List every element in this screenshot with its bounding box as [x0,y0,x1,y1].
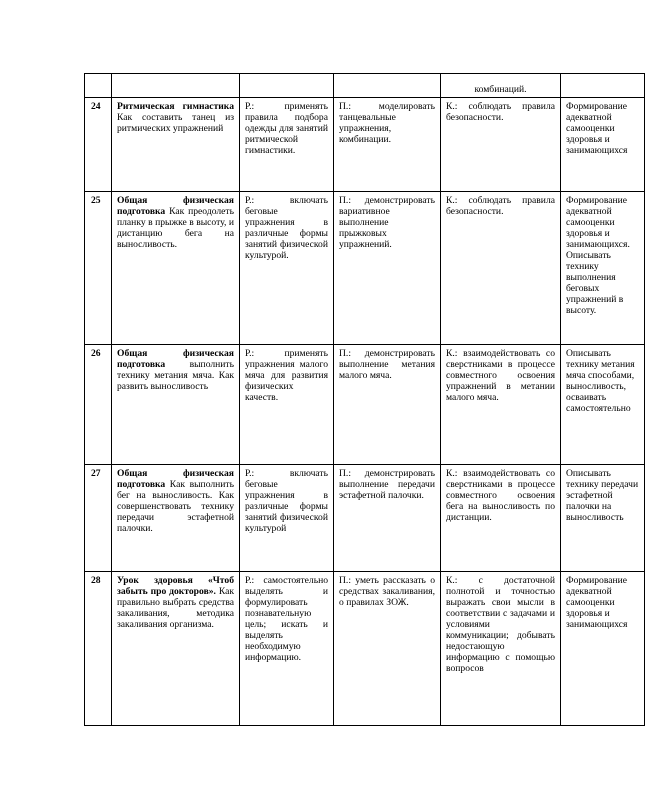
personal-cell: Формирование адекватной самооценки здоровья и занимающихся [561,98,645,192]
topic-text: Как правильно выбрать средства закаливания, методика закаливания организма. [117,586,235,630]
row-number: 27 [85,465,112,572]
communicative-cell: К.: взаимодействовать со сверстниками в процессе совместного освоения бега на выносливость по дистанции. [441,465,561,572]
cognitive-cell: П.: уметь рассказать о средствах закаливания, о правилах ЗОЖ. [334,572,441,726]
personal-cell: Формирование адекватной самооценки здоровья и занимающихся. Описывать технику выполнения беговых упражнений в высоту. [561,192,645,345]
cognitive-cell: П.: демонстрировать выполнение передачи эстафетной палочки. [334,465,441,572]
table-row [85,98,645,192]
row-number: 28 [85,572,112,726]
topic-text: Как преодолеть планку в прыжке в высоту, и дистанцию бега на выносливость. [117,206,234,250]
regulative-cell [240,74,334,98]
topic-title: Ритмическая гимнастика [117,101,234,112]
cognitive-cell: П.: моделировать танцевальные упражнения, комбинации. [334,98,441,192]
table-row [85,345,645,465]
communicative-cell: К.: соблюдать правила безопасности. [441,192,561,345]
num-cell [85,74,112,98]
row-number: 26 [85,345,112,465]
topic-cell [112,192,240,345]
personal-cell [561,74,645,98]
cognitive-cell [334,74,441,98]
topic-title: Общая физическая подготовка [117,348,234,370]
regulative-cell: Р.: самостоятельно выделять и формулировать познавательную цель; искать и выделять необходимую информацию. [240,572,334,726]
table-row [85,192,645,345]
topic-title: Урок здоровья «Чтоб забыть про докторов». [117,575,234,597]
regulative-cell: Р.: включать беговые упражнения в различные формы занятий физической культурой. [240,192,334,345]
row-number: 25 [85,192,112,345]
topic-title: Общая физическая подготовка [117,468,234,490]
regulative-cell: Р.: включать беговые упражнения в различные формы занятий физической культурой [240,465,334,572]
cognitive-cell: П.: демонстрировать вариативное выполнение прыжковых упражнений. [334,192,441,345]
communicative-cell: комбинаций. [441,74,561,98]
topic-cell [112,465,240,572]
topic-text: Как составить танец из ритмических упражнений [117,112,234,134]
topic-cell [112,74,240,98]
topic-title: Общая физическая подготовка [117,195,234,217]
personal-cell: Описывать технику метания мяча способами, выносливость, осваивать самостоятельно [561,345,645,465]
table-row-continuation [85,74,645,98]
regulative-cell: Р.: применять упражнения малого мяча для развития физических качеств. [240,345,334,465]
regulative-cell: Р.: применять правила подбора одежды для занятий ритмической гимнастики. [240,98,334,192]
topic-cell [112,98,240,192]
personal-cell: Формирование адекватной самооценки здоровья и занимающихся [561,572,645,726]
topic-cell [112,345,240,465]
row-number: 24 [85,98,112,192]
communicative-cell: К.: соблюдать правила безопасности. [441,98,561,192]
topic-cell [112,572,240,726]
communicative-cell: К.: взаимодействовать со сверстниками в процессе совместного освоения упражнений в метании малого мяча. [441,345,561,465]
cognitive-cell: П.: демонстрировать выполнение метания малого мяча. [334,345,441,465]
lesson-plan-table [84,73,645,726]
personal-cell: Описывать технику передачи эстафетной палочки на выносливость [561,465,645,572]
topic-text: выполнить технику метания мяча. Как развить выносливость [117,359,234,392]
topic-text: Как выполнить бег на выносливость. Как совершенствовать технику передачи эстафетной палочки. [117,479,234,534]
communicative-cell: К.: с достаточной полнотой и точностью выражать свои мысли в соответствии с задачами и условиями коммуникации; добывать недостающую информацию с помощью вопросов [441,572,561,726]
table-row [85,465,645,572]
table-row [85,572,645,726]
